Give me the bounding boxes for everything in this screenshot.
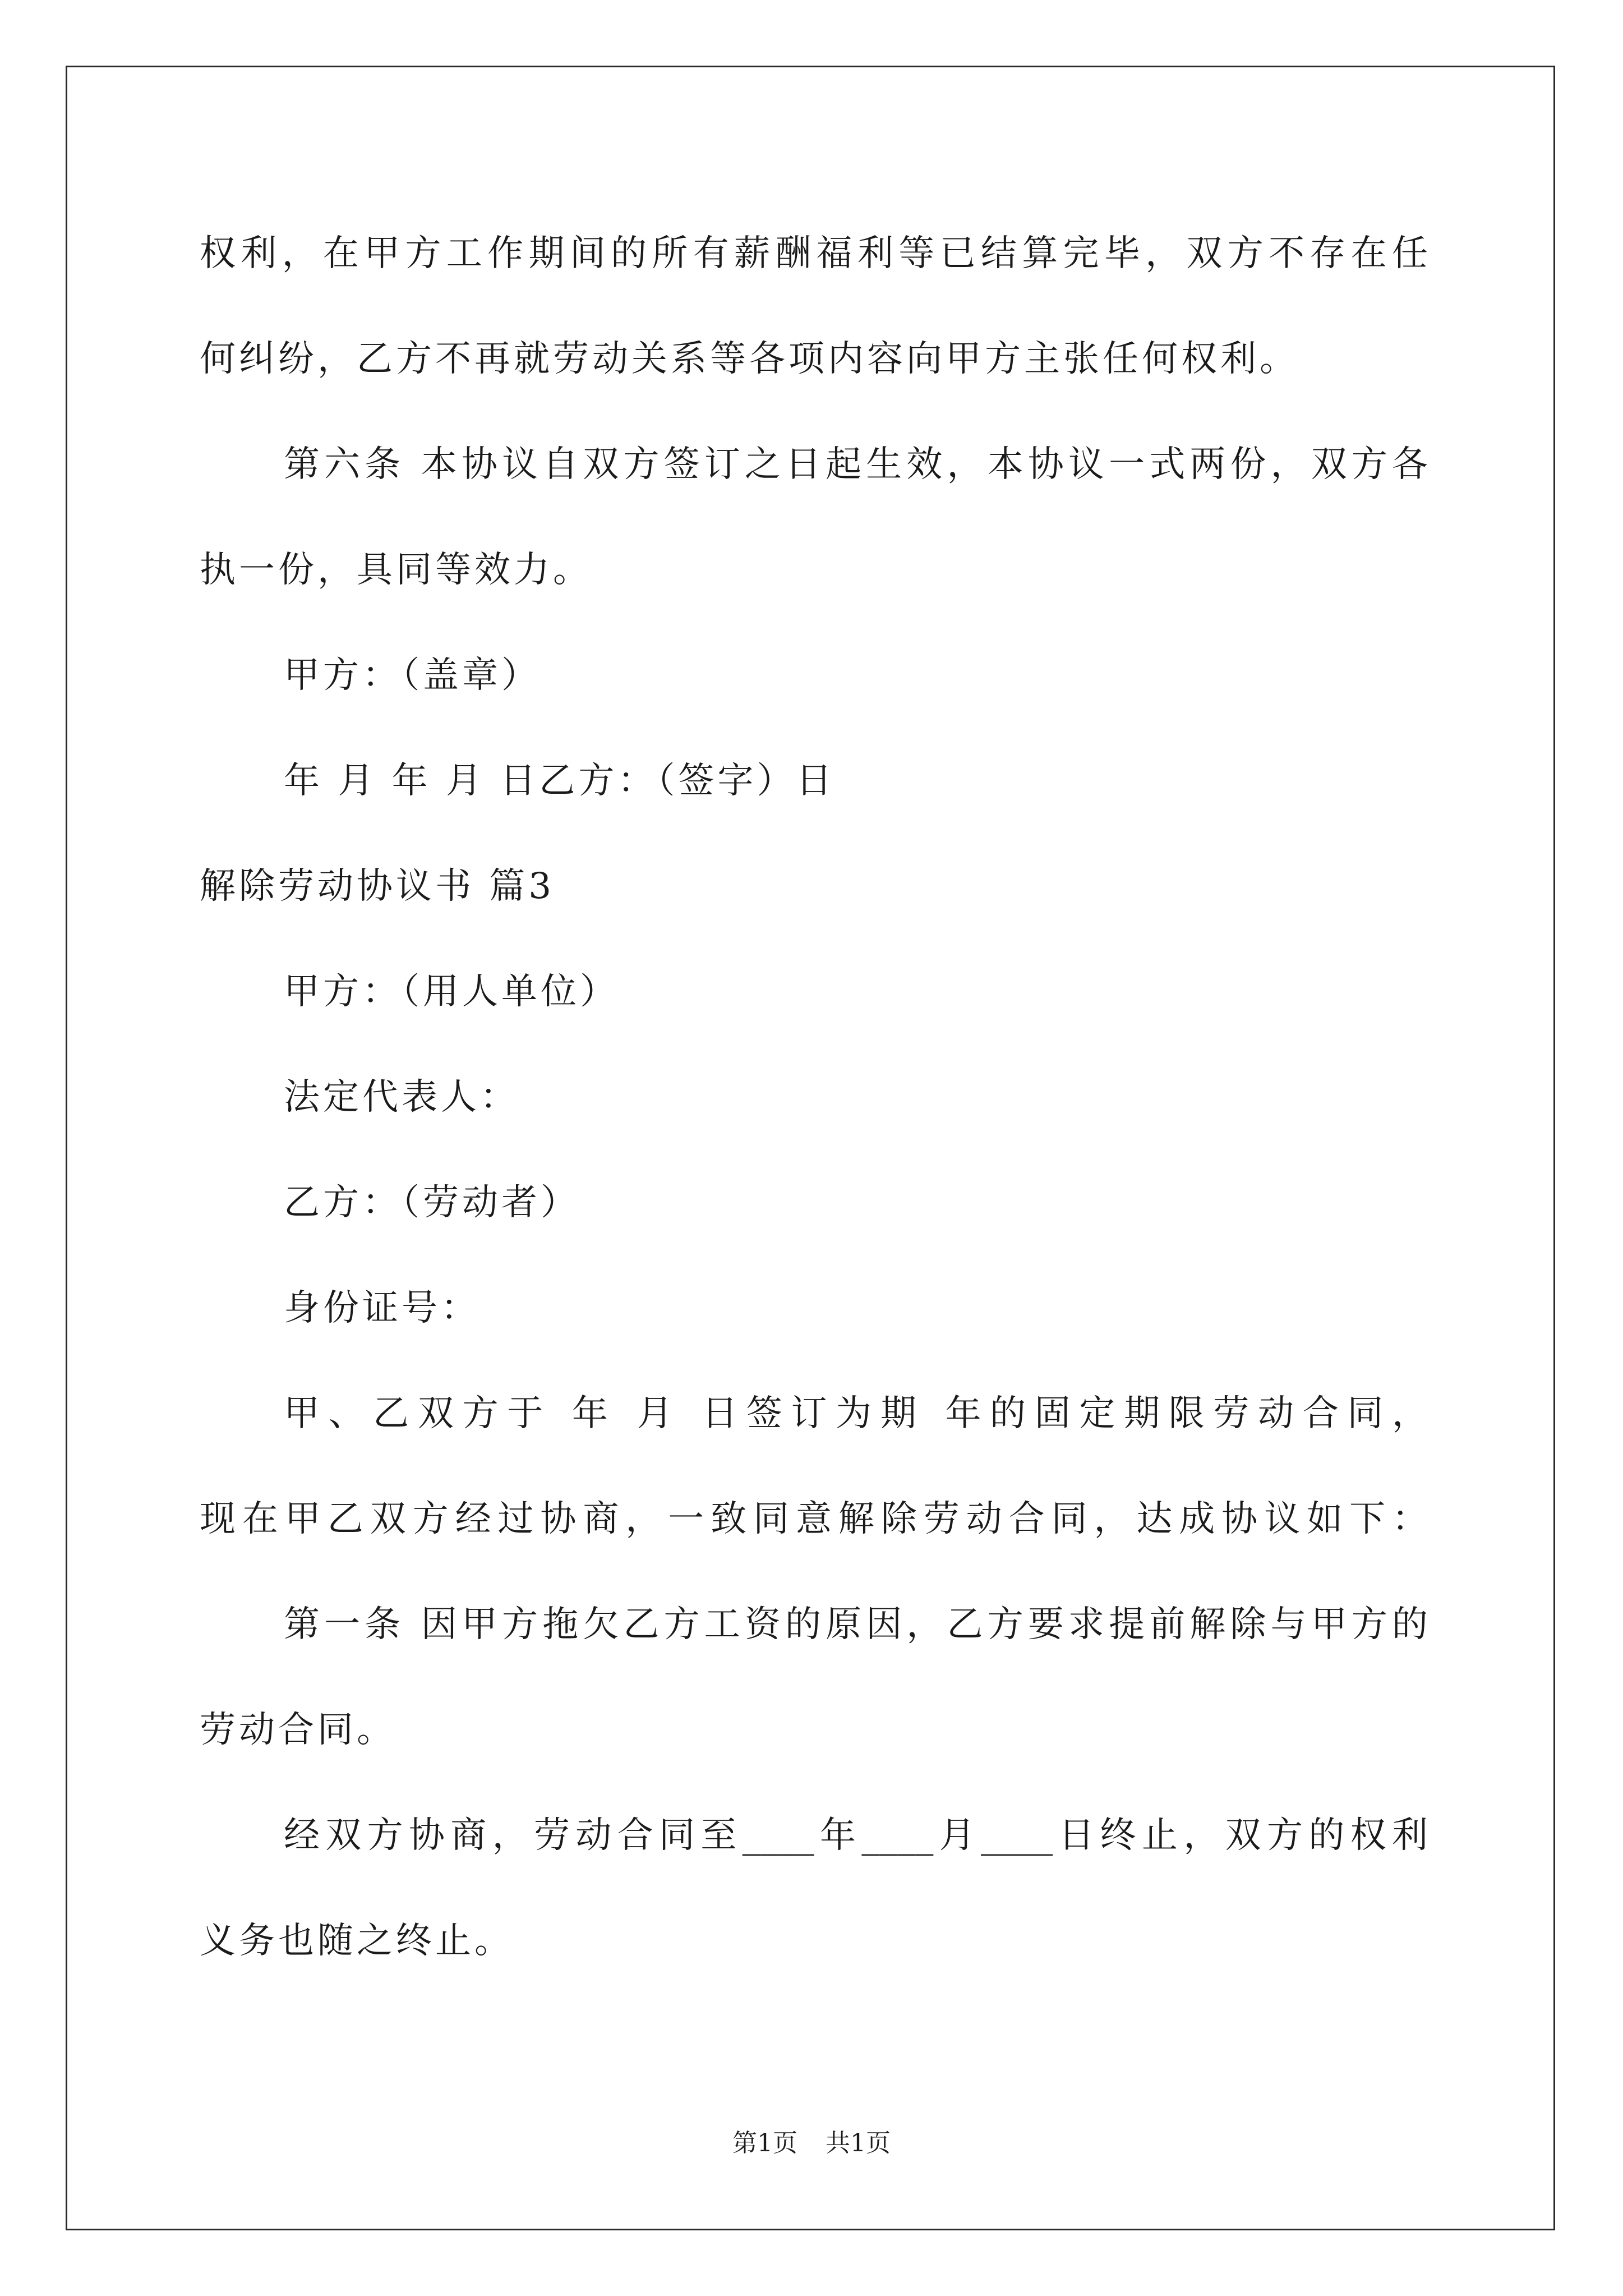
paragraph-line: 劳动合同。 (200, 1709, 396, 1751)
paragraph-line: 义务也随之终止。 (200, 1920, 514, 1962)
party-a-employer: 甲方：（用人单位） (284, 971, 619, 1013)
party-a-seal: 甲方：（盖章） (284, 655, 541, 696)
id-number: 身份证号： (284, 1287, 480, 1329)
article-six-line: 第六条 本协议自双方签订之日起生效，本协议一式两份，双方各 (284, 444, 1428, 485)
page-number: 第1页 (732, 2129, 797, 2157)
paragraph-line: 执一份，具同等效力。 (200, 549, 592, 591)
section-heading: 解除劳动协议书 篇3 (200, 866, 555, 907)
legal-representative: 法定代表人： (284, 1076, 519, 1118)
signature-date-line: 年 月 年 月 日乙方：（签字）日 (284, 760, 836, 802)
termination-line: 经双方协商，劳动合同至____年____月____日终止，双方的权利 (284, 1815, 1428, 1856)
page-footer (0, 2128, 1623, 2159)
paragraph-line: 权利，在甲方工作期间的所有薪酬福利等已结算完毕，双方不存在任 (200, 233, 1428, 274)
article-one-line: 第一条 因甲方拖欠乙方工资的原因，乙方要求提前解除与甲方的 (284, 1604, 1428, 1645)
page-total: 共1页 (826, 2129, 891, 2157)
page-border (66, 66, 1555, 2230)
paragraph-line: 现在甲乙双方经过协商，一致同意解除劳动合同，达成协议如下： (200, 1498, 1428, 1540)
party-b-worker: 乙方：（劳动者） (284, 1182, 580, 1223)
paragraph-line: 何纠纷，乙方不再就劳动关系等各项内容向甲方主张任何权利。 (200, 338, 1299, 380)
contract-intro-line: 甲、乙双方于 年 月 日签订为期 年的固定期限劳动合同， (284, 1393, 1428, 1434)
